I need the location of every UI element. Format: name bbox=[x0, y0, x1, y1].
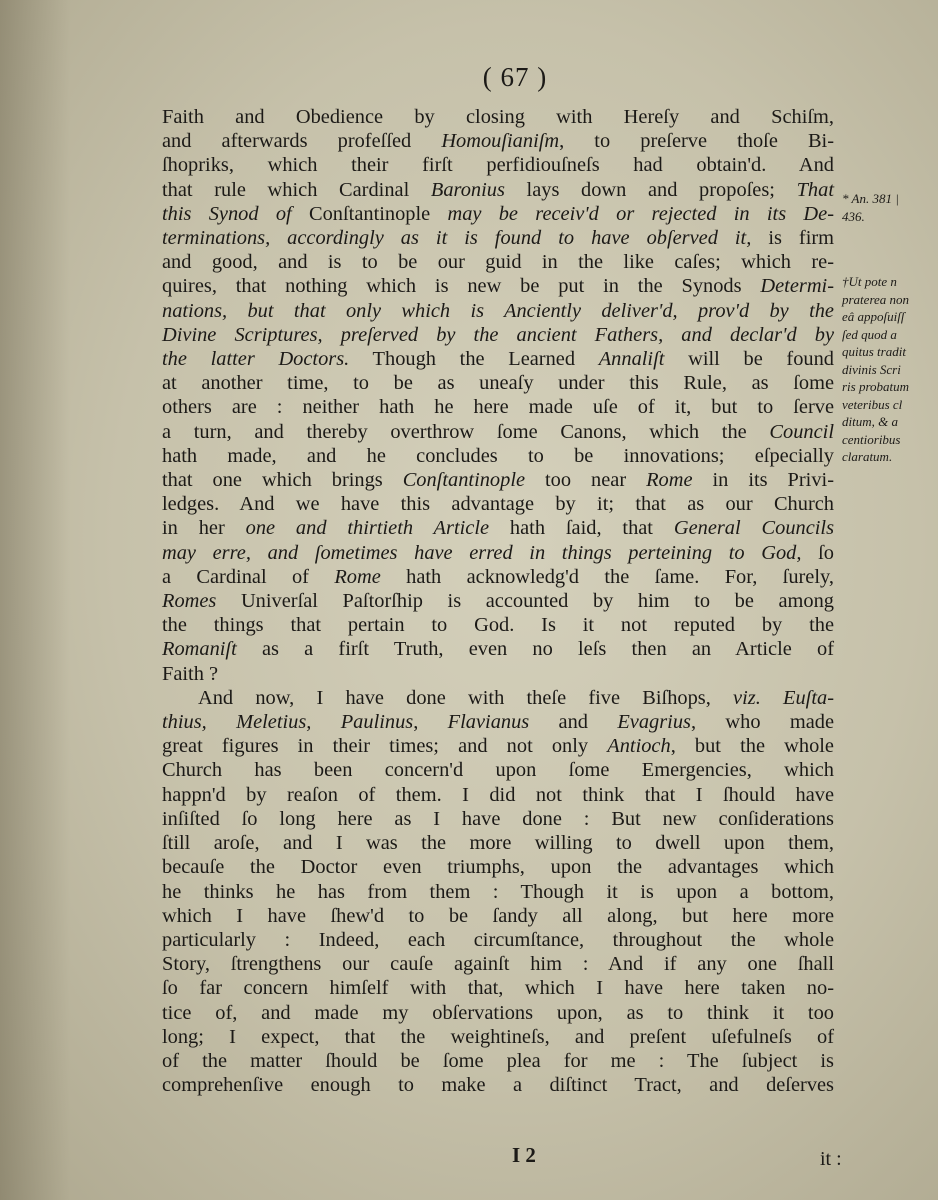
text-run: comprehenſive enough to make a diſtinct Tract, and deſerves bbox=[162, 1074, 834, 1097]
margin-note-line: ris probatum bbox=[842, 379, 910, 394]
margin-note-line: claratum. bbox=[842, 449, 893, 464]
margin-note-line: divinis Scri bbox=[842, 361, 901, 377]
text-run: ledges. And we have this advantage by it; that as our Church bbox=[162, 493, 834, 516]
text-line bbox=[162, 565, 834, 589]
text-line bbox=[162, 395, 834, 419]
text-line bbox=[162, 928, 834, 952]
text-run: quires, that nothing which is new be put in the Synods bbox=[162, 275, 761, 298]
text-run: of the matter ſhould be ſome plea for me : The ſubject is bbox=[162, 1049, 834, 1072]
text-run: a Cardinal of bbox=[162, 565, 335, 588]
text-run: ſtill aroſe, and I was the more willing to dwell upon them, bbox=[162, 832, 834, 855]
italic-text: That bbox=[796, 178, 834, 201]
text-line bbox=[162, 1025, 834, 1049]
catchword: it : bbox=[820, 1148, 842, 1170]
italic-text: may be receiv'd or rejected in its De- bbox=[447, 202, 834, 225]
text-line bbox=[162, 952, 834, 976]
text-run: ſo far concern himſelf with that, which I have here taken no- bbox=[162, 977, 834, 1000]
italic-text: General Councils bbox=[673, 517, 835, 540]
text-line bbox=[162, 202, 834, 226]
text-run: in her bbox=[162, 517, 246, 540]
margin-note-line: praterea non bbox=[842, 291, 910, 307]
italic-text: terminations, accordingly as it is found to have obſerved it, bbox=[162, 227, 752, 250]
italic-text: Conſtantinople bbox=[402, 469, 526, 492]
text-line bbox=[162, 541, 834, 565]
text-line bbox=[162, 492, 834, 516]
italic-text: Divine Scriptures, preſerved by the ancient Fathers, and declar'd by bbox=[162, 323, 834, 346]
italic-text: Baronius bbox=[430, 178, 505, 201]
italic-text: Flavianus bbox=[447, 711, 530, 734]
text-run: particularly : Indeed, each circumſtance, throughout the whole bbox=[162, 928, 834, 951]
text-line bbox=[162, 226, 834, 250]
text-line bbox=[162, 904, 834, 928]
italic-text: Romes bbox=[162, 590, 217, 613]
text-run: others are : neither hath he here made uſe of it, but to ſerve bbox=[162, 396, 834, 419]
margin-note-line: * An. 381 | bbox=[842, 191, 899, 206]
text-run: Faith ? bbox=[162, 662, 219, 685]
text-line bbox=[162, 299, 834, 323]
text-line bbox=[162, 662, 834, 686]
text-line bbox=[162, 734, 834, 758]
text-line bbox=[162, 178, 834, 202]
text-run: hath ſaid, that bbox=[489, 517, 674, 540]
margin-spacer bbox=[842, 225, 938, 273]
text-run: Church has been concern'd upon ſome Emergencies, which bbox=[162, 759, 834, 782]
margin-note-line: ſed quod a bbox=[842, 326, 897, 342]
text-run: which I have ſhew'd to be ſandy all along, but here more bbox=[162, 904, 834, 927]
text-line bbox=[162, 880, 834, 904]
italic-text: one and thirtieth Article bbox=[245, 517, 490, 540]
text-run: is firm bbox=[751, 227, 835, 250]
text-run: ſo bbox=[801, 541, 834, 564]
italic-text: Determi- bbox=[760, 275, 834, 298]
text-run: becauſe the Doctor even triumphs, upon the advantages which bbox=[162, 856, 834, 879]
italic-text: Annaliſt bbox=[598, 348, 665, 371]
margin-note-line: †Ut pote n bbox=[842, 274, 897, 289]
text-run: , but the whole bbox=[670, 735, 834, 758]
text-run: Faith and Obedience by closing with Hereſy and Schiſm, bbox=[162, 106, 834, 128]
text-run: happn'd by reaſon of them. I did not think that I ſhould have bbox=[162, 783, 834, 806]
text-line bbox=[162, 783, 834, 807]
italic-text: Rome bbox=[334, 565, 381, 588]
italic-text: Evagrius bbox=[617, 711, 691, 734]
italic-text: nations, but that only which is Anciently deliver'd, prov'd by the bbox=[162, 299, 834, 322]
text-line bbox=[162, 347, 834, 371]
text-run: ſhopriks, which their firſt perfidiouſneſs had obtain'd. And bbox=[162, 154, 834, 177]
italic-text: Antioch bbox=[607, 735, 671, 758]
text-line bbox=[162, 153, 834, 177]
text-line bbox=[162, 1073, 834, 1097]
margin-note-line: 436. bbox=[842, 208, 865, 224]
text-run: inſiſted ſo long here as I have done : But new conſiderations bbox=[162, 807, 834, 830]
text-line bbox=[162, 758, 834, 782]
italic-text: may erre, and ſometimes have erred in things perteining to God, bbox=[162, 541, 802, 564]
text-run: lays down and propoſes; bbox=[504, 178, 797, 201]
italic-text: Homouſianiſm bbox=[441, 130, 560, 153]
text-run: and good, and is to be our guid in the like caſes; which re- bbox=[162, 251, 834, 274]
margin-note-line: centioribus bbox=[842, 431, 901, 447]
text-run: that rule which Cardinal bbox=[162, 178, 431, 201]
text-run: And now, I have done with theſe five Biſhops, bbox=[198, 686, 734, 709]
text-line bbox=[162, 371, 834, 395]
text-run: in its Privi- bbox=[692, 469, 834, 492]
margin-note-line: eâ appoſuiſſ bbox=[842, 309, 905, 324]
page-edge-shadow bbox=[0, 0, 70, 1200]
text-line bbox=[162, 1001, 834, 1025]
text-line bbox=[162, 807, 834, 831]
italic-text: this Synod of bbox=[162, 202, 292, 225]
text-line bbox=[162, 444, 834, 468]
text-line bbox=[162, 831, 834, 855]
text-line bbox=[162, 637, 834, 661]
text-line bbox=[162, 855, 834, 879]
italic-text: Rome bbox=[646, 469, 693, 492]
text-line bbox=[162, 250, 834, 274]
text-line bbox=[162, 323, 834, 347]
text-run: a turn, and thereby overthrow ſome Canons, which the bbox=[162, 420, 770, 443]
italic-text: the latter Doctors. bbox=[162, 348, 350, 371]
text-run: Conſtantinople bbox=[291, 202, 448, 225]
italic-text: viz. Euſta- bbox=[733, 686, 834, 709]
text-line bbox=[162, 976, 834, 1000]
text-run: will be found bbox=[664, 348, 834, 371]
page-number: ( 67 ) bbox=[482, 62, 548, 92]
italic-text: Council bbox=[769, 420, 834, 443]
text-line bbox=[162, 105, 834, 129]
margin-notes bbox=[842, 190, 938, 466]
text-run: at another time, to be as uneaſy under this Rule, as ſome bbox=[162, 372, 834, 395]
margin-note-line: veteribus cl bbox=[842, 396, 903, 412]
text-run: hath made, and he concludes to be innovations; eſpecially bbox=[162, 444, 834, 467]
text-run: Univerſal Paſtorſhip is accounted by him to be among bbox=[216, 590, 834, 613]
text-run: as a firſt Truth, even no leſs then an Article of bbox=[236, 638, 834, 661]
text-line bbox=[162, 589, 834, 613]
text-line bbox=[162, 420, 834, 444]
text-line bbox=[162, 274, 834, 298]
text-run: Story, ſtrengthens our cauſe againſt him : And if any one ſhall bbox=[162, 953, 834, 976]
text-line bbox=[162, 613, 834, 637]
text-run: , bbox=[413, 711, 448, 734]
text-run: tice of, and made my obſervations upon, as to think it too bbox=[162, 1001, 834, 1024]
italic-text: thius, Meletius, Paulinus bbox=[162, 711, 414, 734]
margin-note-line: ditum, & a bbox=[842, 414, 898, 429]
text-line bbox=[162, 686, 834, 710]
text-run: hath acknowledg'd the ſame. For, ſurely, bbox=[380, 565, 834, 588]
text-run: great figures in their times; and not only bbox=[162, 735, 608, 758]
text-line bbox=[162, 468, 834, 492]
margin-note bbox=[842, 273, 938, 466]
margin-note-line: quitus tradit bbox=[842, 344, 906, 359]
text-run: long; I expect, that the weightineſs, and preſent uſefulneſs of bbox=[162, 1025, 834, 1048]
text-line bbox=[162, 1049, 834, 1073]
text-run: too near bbox=[525, 469, 647, 492]
main-text-block bbox=[162, 105, 834, 1097]
text-run: that one which brings bbox=[162, 469, 403, 492]
italic-text: Romaniſt bbox=[162, 638, 237, 661]
text-line bbox=[162, 710, 834, 734]
text-line bbox=[162, 516, 834, 540]
signature-mark: I 2 bbox=[512, 1143, 536, 1167]
text-run: he thinks he has from them : Though it is upon a bottom, bbox=[162, 880, 834, 903]
text-run: Though the Learned bbox=[349, 348, 599, 371]
text-run: , to preſerve thoſe Bi- bbox=[559, 130, 835, 153]
text-run: the things that pertain to God. Is it not reputed by the bbox=[162, 614, 834, 637]
text-run: , who made bbox=[690, 711, 835, 734]
text-run: and bbox=[529, 711, 618, 734]
margin-note bbox=[842, 190, 938, 225]
text-line bbox=[162, 129, 834, 153]
text-run: and afterwards profeſſed bbox=[162, 130, 442, 153]
